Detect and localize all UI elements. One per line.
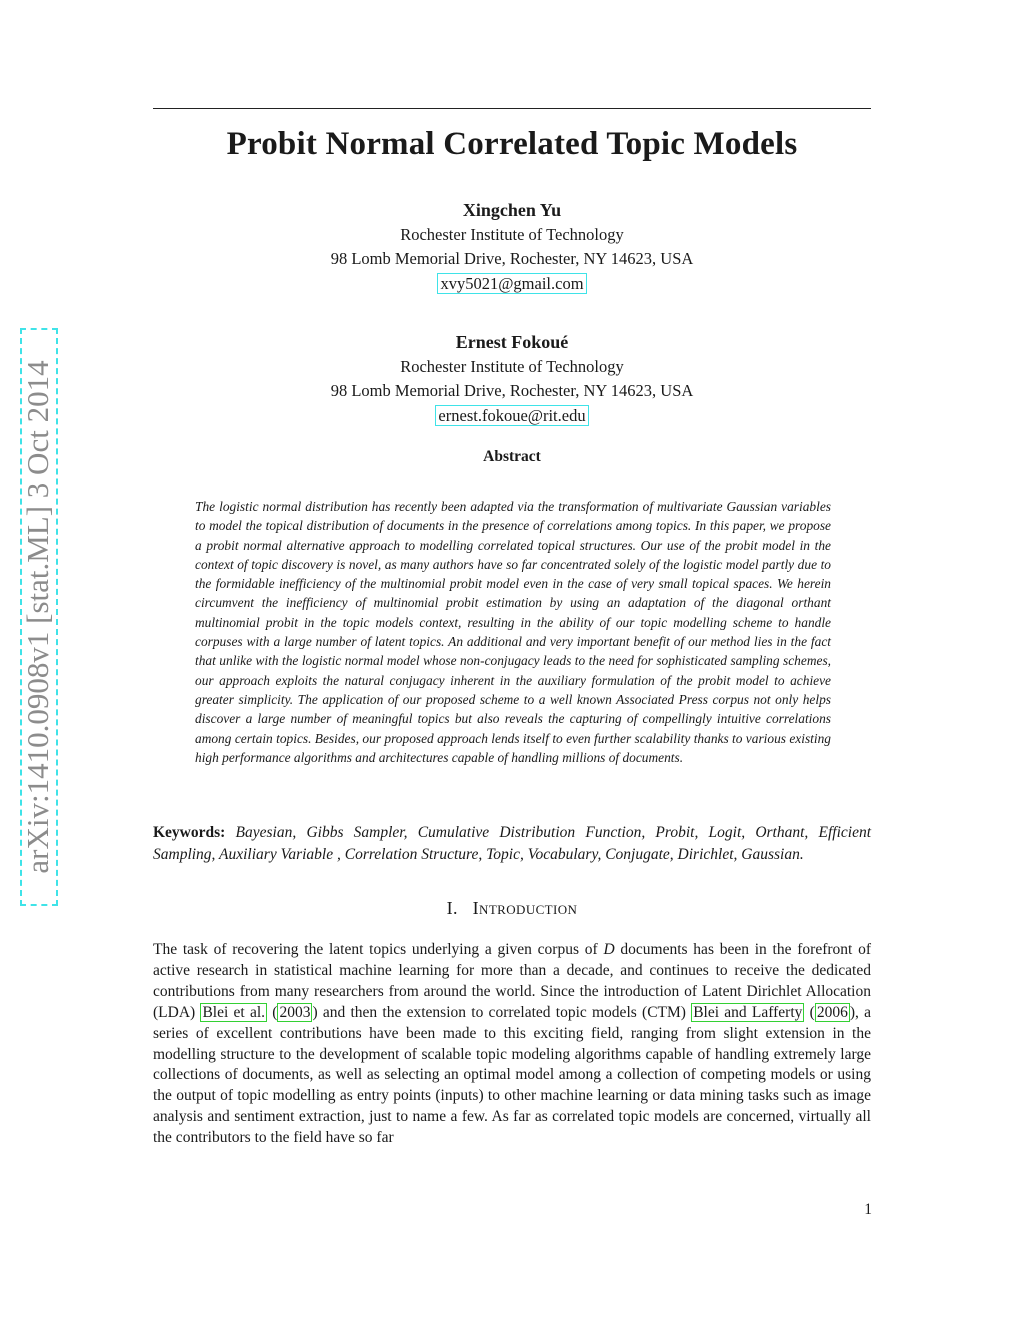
keywords-list: Bayesian, Gibbs Sampler, Cumulative Distribution Function, Probit, Logit, Orthant, Efficient Sampling, Auxiliary Variable , Correlation Structure, Topic, Vocabulary, Conjugate, Dirichlet, Gaussian. bbox=[153, 824, 872, 863]
author-block-2 bbox=[153, 330, 871, 428]
author-affiliation: Rochester Institute of Technology bbox=[400, 356, 624, 376]
title-rule bbox=[153, 108, 871, 109]
intro-text: documents has been in the forefront of active research in statistical machine learning for more than a decade, and continues to receive the dedicated contributions from many researchers from around the world. Since the introduction of Latent Dirichlet Allocation (LDA) bbox=[153, 941, 872, 1021]
author-address: 98 Lomb Memorial Drive, Rochester, NY 14623, USA bbox=[330, 249, 694, 268]
introduction-paragraph: The task of recovering the latent topics underlying a given corpus of D documents has been in the forefront of active research in statistical machine learning for more than a decade, and continues to receive the dedicated contributions from many researchers from around the world. Since the introduction of Latent Dirichlet Allocation (LDA) Blei et al. ( 2003 ) and then the extension to correlated topic models (CTM) Blei and Lafferty ( 2006 ), a series of excellent contributions have been made to this exciting field, ranging from slight extension in the modelling structure to the development of scalable topic modeling algorithms capable of handling extremely large collections of documents, as well as selecting an optimal model among a collection of competing models or using the output of topic modelling as entry points (inputs) to other machine learning or data mining tasks such as image analysis and sentiment extraction, just to name a few. As far as correlated topic models are concerned, virtually all the contributors to the field have so far bbox=[153, 941, 872, 1147]
citation-link-blei-2003-year[interactable]: 2003 bbox=[279, 1003, 311, 1021]
paper-title: Probit Normal Correlated Topic Models bbox=[226, 126, 798, 162]
section-number: I. bbox=[446, 898, 458, 918]
author-address: 98 Lomb Memorial Drive, Rochester, NY 14623, USA bbox=[330, 381, 694, 400]
page-number: 1 bbox=[864, 1201, 872, 1218]
keywords-label: Keywords: bbox=[153, 824, 226, 841]
intro-text: The task of recovering the latent topics underlying a given corpus of bbox=[153, 941, 604, 958]
arxiv-identifier: arXiv:1410.0908v1 [stat.ML] 3 Oct 2014 bbox=[20, 360, 55, 874]
abstract-text: The logistic normal distribution has recently been adapted via the transformation of multivariate Gaussian variables to model the topical distribution of documents in the presence of correlations among topics. In this paper, we propose a probit normal alternative approach to modelling correlated topical structures. Our use of the probit model in the context of topic discovery is novel, as many authors have so far concentrated solely of the logistic model partly due to the formidable inefficiency of the multinomial probit model even in the case of very small topical spaces. We herein circumvent the inefficiency of multinomial probit estimation by using an adaptation of the diagonal orthant multinomial probit in the topic models context, resulting in the ability of our topic modelling scheme to handle corpuses with a large number of latent topics. An additional and very important benefit of our method lies in the fact that unlike with the logistic normal model whose non-conjugacy leads to the need for sophisticated sampling schemes, our approach exploits the natural conjugacy inherent in the auxiliary formulation of the probit model to achieve greater simplicity. The application of our proposed scheme to a well known Associated Press corpus not only helps discover a large number of meaningful topics but also reveals the capturing of compellingly intuitive correlations among certain topics. Besides, our proposed approach lends itself to even further scalability thanks to various existing high performance algorithms and architectures capable of handling millions of documents. bbox=[195, 499, 831, 765]
author-email-link[interactable]: ernest.fokoue@rit.edu bbox=[435, 405, 588, 426]
author-name: Xingchen Yu bbox=[462, 200, 562, 220]
citation-link-blei-2003-author[interactable]: Blei et al. bbox=[202, 1003, 266, 1021]
intro-text: and then the extension to correlated topic models (CTM) bbox=[317, 1003, 692, 1021]
intro-text: , a series of excellent contributions have been made to this exciting field, ranging from slight extension in the modelling structure to the development of scalable topic modeling algorithms capable of handling extremely large collections of documents, as well as selecting an optimal model among a collection of competing models or using the output of topic modelling as entry points (inputs) to other machine learning or data mining tasks such as image analysis and sentiment extraction, just to name a few. As far as correlated topic models are concerned, virtually all the contributors to the field have so far bbox=[153, 1003, 871, 1147]
author-email-link[interactable]: xvy5021@gmail.com bbox=[437, 273, 586, 294]
author-affiliation: Rochester Institute of Technology bbox=[400, 224, 624, 244]
citation-link-blei-lafferty-year[interactable]: 2006 bbox=[816, 1003, 848, 1021]
variable-d: D bbox=[603, 941, 615, 958]
section-heading-introduction bbox=[153, 898, 871, 919]
section-title: Introduction bbox=[472, 898, 578, 918]
citation-link-blei-lafferty-author[interactable]: Blei and Lafferty bbox=[693, 1003, 803, 1021]
keywords bbox=[153, 822, 871, 865]
author-block-1 bbox=[153, 198, 871, 296]
abstract-heading: Abstract bbox=[483, 448, 541, 465]
author-name: Ernest Fokoué bbox=[455, 332, 569, 352]
